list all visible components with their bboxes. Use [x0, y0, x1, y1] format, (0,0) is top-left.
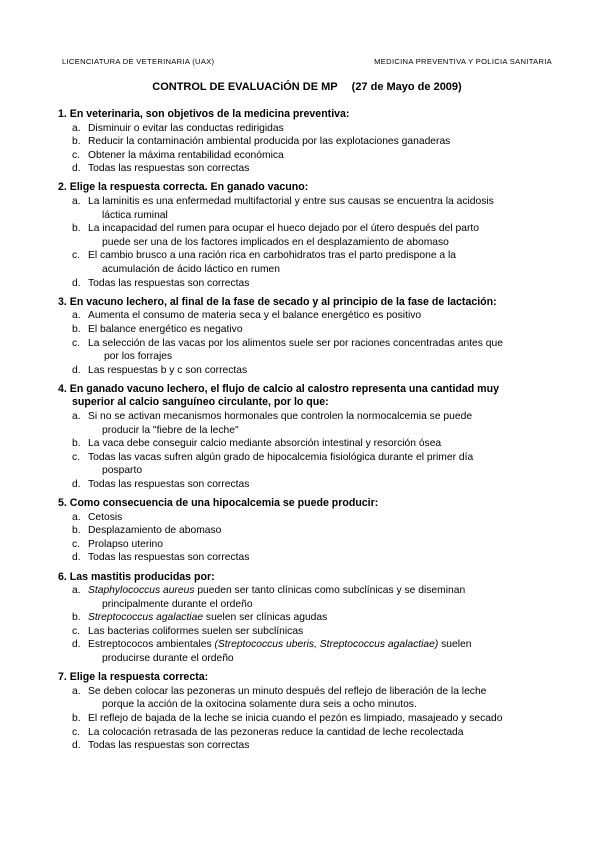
header-left: LICENCIATURA DE VETERINARIA (UAX): [62, 57, 215, 66]
option-a: a. Staphylococcus aureus pueden ser tanto clínicas como subclínicas y se diseminan principalmente durante el ordeño: [72, 585, 466, 610]
option-b: b. Desplazamiento de abomaso: [72, 525, 222, 537]
option-d: d. Las respuestas b y c son correctas: [72, 364, 248, 376]
option-c: c. Las bacterias coliformes suelen ser subclínicas: [72, 625, 304, 637]
question-text-cont: superior al calcio sanguíneo circulante, por lo que:: [72, 396, 329, 409]
option-a: a. Si no se activan mecanismos hormonales que controlen la normocalcemia se puede producir la "fiebre de la leche": [72, 410, 473, 436]
option-d: d. Todas las respuestas son correctas: [72, 277, 250, 289]
title-date: (27 de Mayo de 2009): [351, 81, 462, 93]
option-b: b. El reflejo de bajada de la leche se inicia cuando el pezón es limpiado, masajeado y secado: [72, 712, 503, 724]
title-main: CONTROL DE EVALUACiÓN DE MP: [152, 81, 338, 93]
option-c: c. Prolapso uterino: [72, 538, 163, 550]
question-4: [58, 383, 558, 492]
option-c: c. El cambio brusco a una ración rica en carbohidratos tras el parto predispone a la acumulación de ácido láctico en rumen: [72, 250, 457, 276]
option-d: d. Todas las respuestas son correctas: [72, 740, 250, 752]
option-c: c. La selección de las vacas por los alimentos suele ser por raciones concentradas antes que por los forrajes: [72, 337, 503, 363]
question-6: [58, 571, 558, 666]
option-b: b. La incapacidad del rumen para ocupar el hueco dejado por el útero después del parto puede ser una de los factores implicados en el desplazamiento de abomaso: [72, 223, 479, 248]
option-b: b. Reducir la contaminación ambiental producida por las explotaciones ganaderas: [72, 136, 451, 148]
page-title: [0, 81, 614, 93]
option-d: d. Estreptococos ambientales (Streptococcus uberis, Streptococcus agalactiae) suelen producirse durante el ordeño: [72, 639, 472, 665]
option-a: a. Disminuir o evitar las conductas redirigidas: [72, 122, 284, 134]
option-c: c. Obtener la máxima rentabilidad económica: [72, 149, 284, 161]
option-b: b. Streptococcus agalactiae suelen ser clínicas agudas: [72, 612, 328, 624]
option-a: a. La laminitis es una enfermedad multifactorial y entre sus causas se encuentra la acidosis láctica ruminal: [72, 196, 494, 221]
question-text: 1. En veterinaria, son objetivos de la medicina preventiva:: [58, 108, 350, 120]
option-d: d. Todas las respuestas son correctas: [72, 163, 250, 175]
question-text: 2. Elige la respuesta correcta. En ganado vacuno:: [58, 181, 309, 194]
page-header: [62, 57, 552, 69]
option-a: a. Aumenta el consumo de materia seca y el balance energético es positivo: [72, 310, 422, 322]
option-d: d. Todas las respuestas son correctas: [72, 478, 250, 490]
question-text: 3. En vacuno lechero, al final de la fase de secado y al principio de la fase de lactación:: [58, 295, 497, 308]
question-7: [58, 671, 558, 753]
question-3: [58, 296, 558, 378]
option-c: c. Todas las vacas sufren algún grado de hipocalcemia fisiológica durante el primer día posparto: [72, 451, 474, 477]
option-b: b. El balance energético es negativo: [72, 323, 243, 335]
question-1: [58, 108, 558, 176]
option-a: a. Cetosis: [72, 511, 123, 523]
question-5: [58, 497, 558, 565]
question-text: 4. En ganado vacuno lechero, el flujo de calcio al calostro representa una cantidad muy: [58, 382, 499, 395]
questions-list: [58, 108, 558, 758]
question-text: 7. Elige la respuesta correcta:: [58, 671, 209, 684]
option-d: d. Todas las respuestas son correctas: [72, 552, 250, 564]
option-c: c. La colocación retrasada de las pezoneras reduce la cantidad de leche recolectada: [72, 726, 464, 738]
question-text: 5. Como consecuencia de una hipocalcemia se puede producir:: [58, 497, 379, 510]
question-2: [58, 181, 558, 290]
option-a: a. Se deben colocar las pezoneras un minuto después del reflejo de liberación de la leche porque la acción de la oxitocina solamente dura seis a ocho minutos.: [72, 685, 487, 711]
question-text: 6. Las mastitis producidas por:: [58, 570, 215, 583]
option-b: b. La vaca debe conseguir calcio mediante absorción intestinal y resorción ósea: [72, 438, 442, 450]
header-right: MEDICINA PREVENTIVA Y POLICIA SANITARIA: [374, 57, 552, 66]
